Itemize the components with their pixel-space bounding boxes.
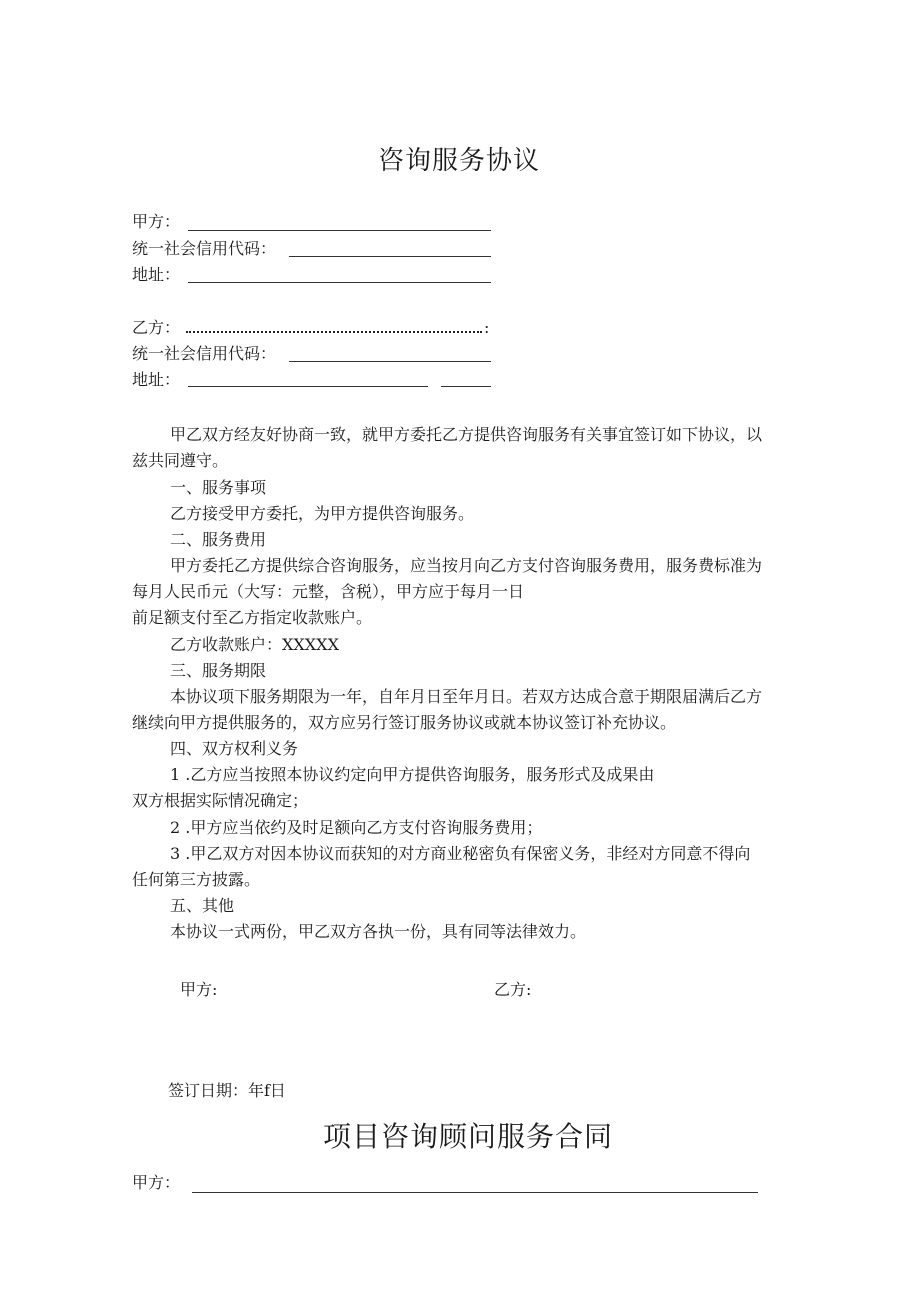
sec2-line-2: 每月人民币元（大写：元整，含税），甲方应于每月一日 — [132, 582, 525, 601]
signature-partyB: 乙方: — [494, 980, 532, 999]
intro-line-1: 甲乙双方经友好协商一致，就甲方委托乙方提供咨询服务有关事宜签订如下协议，以 — [170, 425, 763, 444]
sec1-heading: 一、服务事项 — [170, 478, 267, 497]
doc1-title: 咨询服务协议 — [378, 146, 541, 176]
partyB-code-blank[interactable] — [289, 361, 491, 362]
partyB-address-blank-tail[interactable] — [441, 386, 491, 387]
partyA-name-blank[interactable] — [188, 230, 491, 231]
sec4-item3-line-2: 任何第三方披露。 — [132, 870, 261, 889]
partyA-address-blank[interactable] — [188, 282, 491, 283]
partyA-address-label: 地址： — [132, 265, 181, 284]
partyB-name-colon: : — [484, 318, 490, 337]
sec2-line-1: 甲方委托乙方提供综合咨询服务，应当按月向乙方支付咨询服务费用，服务费标准为 — [170, 556, 763, 575]
partyB-address-blank[interactable] — [188, 386, 428, 387]
partyB-name-label: 乙方： — [132, 318, 181, 337]
sec3-line-1: 本协议项下服务期限为一年，自年月日至年月日。若双方达成合意于期限届满后乙方 — [170, 687, 763, 706]
sec3-heading: 三、服务期限 — [170, 661, 267, 680]
doc2-title: 项目咨询顾问服务合同 — [323, 1120, 614, 1153]
sec2-account: 乙方收款账户：XXXXX — [170, 635, 339, 654]
sec4-heading: 四、双方权利义务 — [170, 739, 299, 758]
partyB-name-blank[interactable] — [186, 331, 482, 333]
partyA-code-blank[interactable] — [289, 256, 491, 257]
sec4-item2: 2 .甲方应当依约及时足额向乙方支付咨询服务费用； — [170, 818, 543, 837]
sec4-item1-line-1: 1 .乙方应当按照本协议约定向甲方提供咨询服务，服务形式及成果由 — [170, 765, 655, 784]
partyA-code-label: 统一社会信用代码： — [132, 239, 277, 258]
sec2-line-3: 前足额支付至乙方指定收款账户。 — [132, 608, 373, 627]
signature-partyA: 甲方: — [180, 980, 218, 999]
doc2-partyA-blank[interactable] — [192, 1192, 758, 1193]
sec4-item1-line-2: 双方根据实际情况确定； — [132, 791, 309, 810]
sec1-text: 乙方接受甲方委托，为甲方提供咨询服务。 — [170, 504, 475, 523]
partyB-address-label: 地址： — [132, 370, 181, 389]
sign-date: 签订日期：年f日 — [168, 1081, 286, 1100]
partyA-name-label: 甲方： — [132, 212, 181, 231]
sec4-item3-line-1: 3 .甲乙双方对因本协议而获知的对方商业秘密负有保密义务，非经对方同意不得向 — [170, 844, 751, 863]
sec2-heading: 二、服务费用 — [170, 530, 267, 549]
intro-line-2: 兹共同遵守。 — [132, 451, 229, 470]
sec3-line-2: 继续向甲方提供服务的，双方应另行签订服务协议或就本协议签订补充协议。 — [132, 713, 677, 732]
sec5-heading: 五、其他 — [170, 896, 235, 915]
sec5-text: 本协议一式两份，甲乙双方各执一份，具有同等法律效力。 — [170, 922, 587, 941]
partyB-code-label: 统一社会信用代码： — [132, 344, 277, 363]
doc2-partyA-label: 甲方： — [132, 1173, 181, 1192]
